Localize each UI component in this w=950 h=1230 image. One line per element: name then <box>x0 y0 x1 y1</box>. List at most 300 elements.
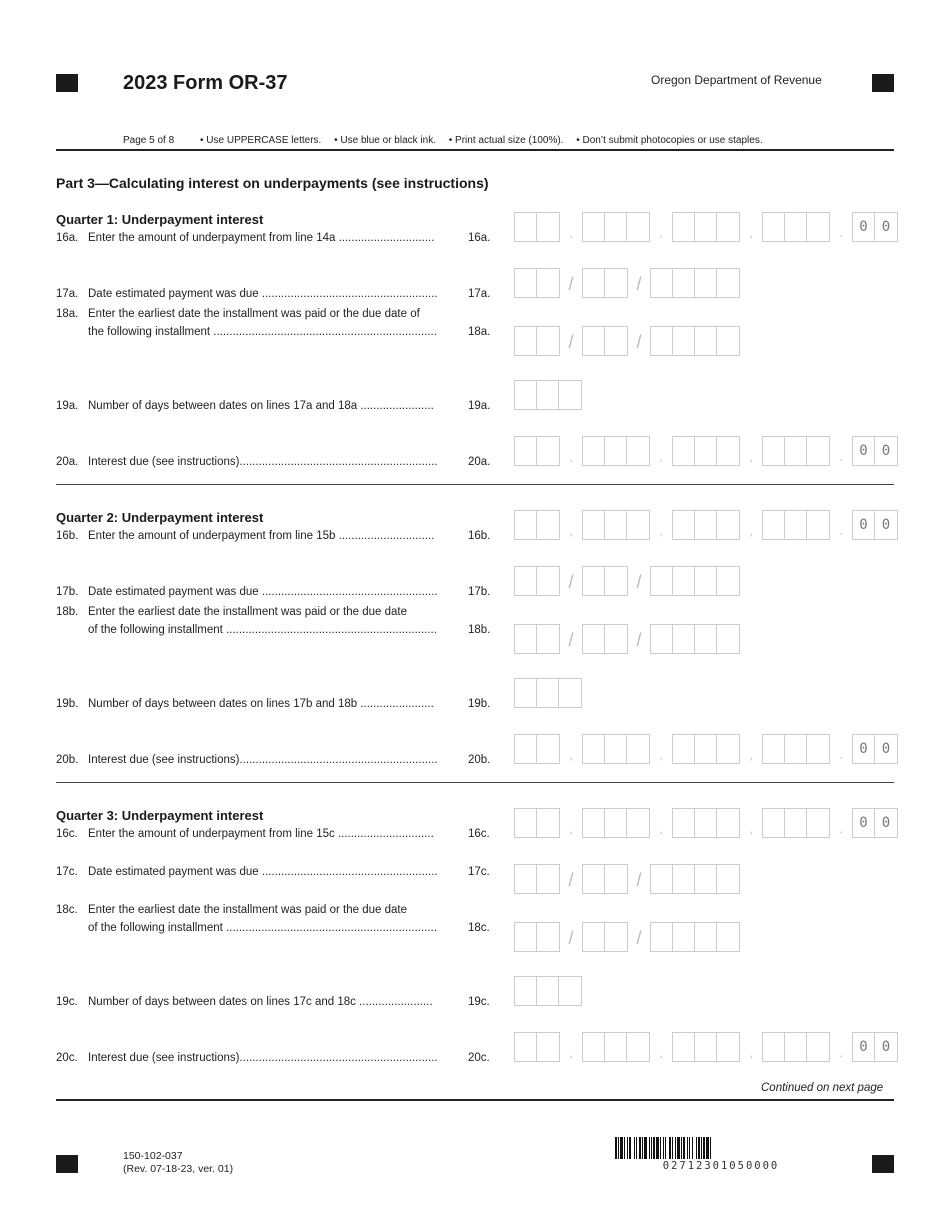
cents-digit: 0 <box>881 219 891 235</box>
form-number-block <box>123 1150 233 1176</box>
amount-group-thousands-cell[interactable] <box>717 213 739 241</box>
part-3-title: Part 3—Calculating interest on underpayments (see instructions) <box>56 175 489 191</box>
date-month[interactable] <box>514 326 560 356</box>
days-count[interactable] <box>514 678 582 708</box>
date-year-cell[interactable] <box>673 327 695 355</box>
line-16a-description: Enter the amount of underpayment from line 14a .............................. <box>88 232 435 244</box>
date-day[interactable] <box>582 566 628 596</box>
line-20b-number: 20b. <box>56 754 79 766</box>
quarter-3-heading: Quarter 3: Underpayment interest <box>56 808 264 823</box>
amount-group-thousands-cell[interactable] <box>717 1033 739 1061</box>
date-day-cell[interactable] <box>583 567 605 595</box>
amount-group-thousands-cell[interactable] <box>673 809 695 837</box>
line-18a-date-field[interactable] <box>514 326 740 356</box>
date-month[interactable] <box>514 922 560 952</box>
amount-group-units-cell[interactable] <box>785 735 807 763</box>
decimal-separator: . <box>839 1046 843 1060</box>
date-slash: / <box>568 273 574 294</box>
date-month-cell[interactable] <box>537 327 559 355</box>
amount-group-millions-cell[interactable] <box>583 213 605 241</box>
date-month-cell[interactable] <box>515 269 537 297</box>
amount-group-billions-cell[interactable] <box>515 437 537 465</box>
amount-group-millions[interactable] <box>582 734 650 764</box>
date-day-cell[interactable] <box>605 567 627 595</box>
amount-group-thousands-cell[interactable] <box>673 437 695 465</box>
days-count-cell[interactable] <box>537 381 559 409</box>
date-year-cell[interactable] <box>717 269 739 297</box>
amount-group-millions-cell[interactable] <box>583 735 605 763</box>
line-19b-days-field[interactable] <box>514 678 582 708</box>
line-16b-description: Enter the amount of underpayment from line 15b .............................. <box>88 530 435 542</box>
amount-group-millions-cell[interactable] <box>605 437 627 465</box>
cents-digit: 0 <box>853 511 875 539</box>
amount-group-millions-cell[interactable] <box>627 213 649 241</box>
days-count-cell[interactable] <box>515 679 537 707</box>
barcode <box>615 1137 827 1172</box>
amount-group-thousands-cell[interactable] <box>695 1033 717 1061</box>
amount-group-millions[interactable] <box>582 1032 650 1062</box>
date-month-cell[interactable] <box>515 865 537 893</box>
date-day-cell[interactable] <box>605 865 627 893</box>
amount-group-units-cell[interactable] <box>763 809 785 837</box>
amount-group-millions[interactable] <box>582 436 650 466</box>
date-month-cell[interactable] <box>515 567 537 595</box>
continued-note: Continued on next page <box>761 1082 884 1094</box>
date-year-cell[interactable] <box>651 923 673 951</box>
amount-group-billions-cell[interactable] <box>537 1033 559 1061</box>
amount-cents <box>852 510 898 540</box>
date-year-cell[interactable] <box>717 923 739 951</box>
line-19c-number: 19c. <box>56 996 78 1008</box>
amount-group-millions-cell[interactable] <box>583 1033 605 1061</box>
amount-group-thousands-cell[interactable] <box>695 437 717 465</box>
amount-group-millions-cell[interactable] <box>627 735 649 763</box>
amount-cents <box>852 734 898 764</box>
date-year[interactable] <box>650 268 740 298</box>
cents-digit: 0 <box>881 815 891 831</box>
date-year[interactable] <box>650 864 740 894</box>
date-slash: / <box>568 629 574 650</box>
amount-group-units-cell[interactable] <box>807 809 829 837</box>
form-instructions <box>200 135 773 146</box>
line-18a-description: Enter the earliest date the installment was paid or the due date of <box>88 308 420 320</box>
amount-group-millions-cell[interactable] <box>627 1033 649 1061</box>
amount-group-thousands-cell[interactable] <box>717 809 739 837</box>
date-month-cell[interactable] <box>537 923 559 951</box>
comma-separator: , <box>569 226 573 240</box>
amount-group-billions-cell[interactable] <box>515 511 537 539</box>
date-month-cell[interactable] <box>537 269 559 297</box>
line-19a-days-field[interactable] <box>514 380 582 410</box>
amount-group-millions-cell[interactable] <box>605 735 627 763</box>
date-slash: / <box>636 629 642 650</box>
amount-group-units-cell[interactable] <box>785 511 807 539</box>
line-20b-description: Interest due (see instructions).............................................................. <box>88 754 438 766</box>
date-year[interactable] <box>650 624 740 654</box>
comma-separator: , <box>569 524 573 538</box>
amount-group-millions-cell[interactable] <box>627 437 649 465</box>
amount-group-millions-cell[interactable] <box>583 511 605 539</box>
quarter-1-heading: Quarter 1: Underpayment interest <box>56 212 264 227</box>
line-16c-description: Enter the amount of underpayment from line 15c .............................. <box>88 828 434 840</box>
date-year-cell[interactable] <box>673 865 695 893</box>
line-18b-number: 18b. <box>56 606 79 618</box>
date-slash: / <box>636 927 642 948</box>
line-20b-reference: 20b. <box>468 754 491 766</box>
date-day-cell[interactable] <box>583 865 605 893</box>
amount-group-units-cell[interactable] <box>785 437 807 465</box>
date-month-cell[interactable] <box>537 625 559 653</box>
date-day[interactable] <box>582 624 628 654</box>
line-17b-number: 17b. <box>56 586 79 598</box>
amount-group-millions-cell[interactable] <box>627 809 649 837</box>
comma-separator: , <box>659 748 663 762</box>
amount-group-units-cell[interactable] <box>807 511 829 539</box>
amount-group-thousands[interactable] <box>672 510 740 540</box>
line-18c-number: 18c. <box>56 904 78 916</box>
line-20a-description: Interest due (see instructions).............................................................. <box>88 456 438 468</box>
amount-group-billions-cell[interactable] <box>515 735 537 763</box>
comma-separator: , <box>749 450 753 464</box>
line-18a-description-cont: the following installment ...................................................................... <box>88 326 437 338</box>
date-day[interactable] <box>582 326 628 356</box>
amount-group-millions-cell[interactable] <box>605 213 627 241</box>
amount-group-units-cell[interactable] <box>807 213 829 241</box>
amount-group-units-cell[interactable] <box>785 809 807 837</box>
line-17c-date-field[interactable] <box>514 864 740 894</box>
date-month[interactable] <box>514 864 560 894</box>
date-slash: / <box>568 331 574 352</box>
line-20a-number: 20a. <box>56 456 79 468</box>
decimal-separator: . <box>839 748 843 762</box>
decimal-separator: . <box>839 822 843 836</box>
date-month[interactable] <box>514 268 560 298</box>
amount-group-billions-cell[interactable] <box>537 809 559 837</box>
amount-cents <box>852 808 898 838</box>
line-16b-number: 16b. <box>56 530 79 542</box>
line-19c-description: Number of days between dates on lines 17c and 18c ....................... <box>88 996 433 1008</box>
page-indicator: Page 5 of 8 <box>123 135 175 146</box>
line-17a-reference: 17a. <box>468 288 491 300</box>
registration-mark-top-right <box>872 74 894 92</box>
date-year-cell[interactable] <box>717 625 739 653</box>
date-year-cell[interactable] <box>717 327 739 355</box>
amount-group-units-cell[interactable] <box>807 1033 829 1061</box>
cents-digit: 0 <box>853 437 875 465</box>
date-day-cell[interactable] <box>583 923 605 951</box>
amount-group-millions[interactable] <box>582 212 650 242</box>
amount-group-thousands[interactable] <box>672 1032 740 1062</box>
days-count-cell[interactable] <box>537 679 559 707</box>
date-year-cell[interactable] <box>651 865 673 893</box>
line-16a-reference: 16a. <box>468 232 491 244</box>
amount-group-units-cell[interactable] <box>763 735 785 763</box>
days-count[interactable] <box>514 380 582 410</box>
comma-separator: , <box>749 524 753 538</box>
line-18b-description-cont: of the following installment .................................................................. <box>88 624 437 636</box>
line-20c-description: Interest due (see instructions).............................................................. <box>88 1052 438 1064</box>
date-year-cell[interactable] <box>651 327 673 355</box>
comma-separator: , <box>659 822 663 836</box>
date-year-cell[interactable] <box>695 327 717 355</box>
date-month[interactable] <box>514 624 560 654</box>
days-count-cell[interactable] <box>515 977 537 1005</box>
line-20c-reference: 20c. <box>468 1052 490 1064</box>
comma-separator: , <box>659 1046 663 1060</box>
amount-group-billions[interactable] <box>514 436 560 466</box>
date-month-cell[interactable] <box>537 865 559 893</box>
comma-separator: , <box>659 524 663 538</box>
days-count-cell[interactable] <box>537 977 559 1005</box>
date-year-cell[interactable] <box>673 269 695 297</box>
header-divider <box>56 149 894 151</box>
date-year-cell[interactable] <box>717 865 739 893</box>
line-17a-number: 17a. <box>56 288 79 300</box>
decimal-separator: . <box>839 226 843 240</box>
date-year[interactable] <box>650 566 740 596</box>
date-day[interactable] <box>582 864 628 894</box>
amount-group-units[interactable] <box>762 808 830 838</box>
line-20a-reference: 20a. <box>468 456 491 468</box>
amount-cents <box>852 436 898 466</box>
form-revision: (Rev. 07-18-23, ver. 01) <box>123 1163 234 1175</box>
instruction-ink: • Use blue or black ink. <box>334 135 436 146</box>
comma-separator: , <box>749 226 753 240</box>
amount-group-millions[interactable] <box>582 808 650 838</box>
amount-group-millions-cell[interactable] <box>605 809 627 837</box>
amount-group-units-cell[interactable] <box>807 437 829 465</box>
days-count-cell[interactable] <box>559 679 581 707</box>
amount-group-units[interactable] <box>762 734 830 764</box>
date-slash: / <box>636 331 642 352</box>
comma-separator: , <box>749 822 753 836</box>
cents-digit: 0 <box>881 1039 891 1055</box>
amount-group-units-cell[interactable] <box>763 511 785 539</box>
amount-group-billions[interactable] <box>514 808 560 838</box>
line-19a-reference: 19a. <box>468 400 491 412</box>
comma-separator: , <box>569 1046 573 1060</box>
date-month-cell[interactable] <box>515 327 537 355</box>
line-17c-reference: 17c. <box>468 866 490 878</box>
date-year-cell[interactable] <box>673 625 695 653</box>
line-18c-description-cont: of the following installment .................................................................. <box>88 922 437 934</box>
line-18c-description: Enter the earliest date the installment was paid or the due date <box>88 904 408 916</box>
amount-group-thousands-cell[interactable] <box>695 213 717 241</box>
amount-group-millions-cell[interactable] <box>627 511 649 539</box>
amount-group-thousands-cell[interactable] <box>673 735 695 763</box>
date-year-cell[interactable] <box>695 865 717 893</box>
line-19a-number: 19a. <box>56 400 79 412</box>
comma-separator: , <box>749 748 753 762</box>
barcode-bar <box>711 1137 713 1159</box>
line-16a-number: 16a. <box>56 232 79 244</box>
date-day-cell[interactable] <box>583 269 605 297</box>
days-count-cell[interactable] <box>559 977 581 1005</box>
amount-group-billions[interactable] <box>514 212 560 242</box>
date-slash: / <box>568 869 574 890</box>
date-day[interactable] <box>582 268 628 298</box>
amount-group-units-cell[interactable] <box>785 1033 807 1061</box>
amount-group-billions-cell[interactable] <box>515 809 537 837</box>
date-day-cell[interactable] <box>605 625 627 653</box>
date-year-cell[interactable] <box>695 923 717 951</box>
amount-group-units-cell[interactable] <box>785 213 807 241</box>
amount-group-units[interactable] <box>762 1032 830 1062</box>
date-year-cell[interactable] <box>695 625 717 653</box>
line-17a-description: Date estimated payment was due ....................................................... <box>88 288 438 300</box>
amount-group-thousands-cell[interactable] <box>695 511 717 539</box>
line-17b-reference: 17b. <box>468 586 491 598</box>
amount-group-thousands-cell[interactable] <box>717 437 739 465</box>
date-year-cell[interactable] <box>717 567 739 595</box>
amount-group-billions[interactable] <box>514 734 560 764</box>
line-16c-reference: 16c. <box>468 828 490 840</box>
amount-group-billions-cell[interactable] <box>515 1033 537 1061</box>
decimal-separator: . <box>839 450 843 464</box>
date-day-cell[interactable] <box>605 327 627 355</box>
date-year-cell[interactable] <box>673 923 695 951</box>
quarter-2-divider <box>56 782 894 783</box>
date-year[interactable] <box>650 922 740 952</box>
line-19c-days-field[interactable] <box>514 976 582 1006</box>
date-slash: / <box>636 869 642 890</box>
cents-digit: 0 <box>853 735 875 763</box>
line-17c-number: 17c. <box>56 866 78 878</box>
line-17a-date-field[interactable] <box>514 268 740 298</box>
line-18b-reference: 18b. <box>468 624 491 636</box>
amount-group-thousands[interactable] <box>672 808 740 838</box>
amount-group-thousands[interactable] <box>672 436 740 466</box>
line-18c-date-field[interactable] <box>514 922 740 952</box>
amount-group-millions[interactable] <box>582 510 650 540</box>
cents-digit: 0 <box>881 443 891 459</box>
date-year-cell[interactable] <box>695 567 717 595</box>
line-18c-reference: 18c. <box>468 922 490 934</box>
amount-group-units-cell[interactable] <box>807 735 829 763</box>
form-title: 2023 Form OR-37 <box>123 72 288 94</box>
line-17b-date-field[interactable] <box>514 566 740 596</box>
footer-divider <box>56 1099 894 1101</box>
amount-group-millions-cell[interactable] <box>605 511 627 539</box>
date-slash: / <box>636 571 642 592</box>
date-slash: / <box>568 927 574 948</box>
line-16b-amount-field[interactable] <box>514 510 898 540</box>
comma-separator: , <box>569 450 573 464</box>
amount-group-units[interactable] <box>762 212 830 242</box>
barcode-bars <box>615 1137 827 1159</box>
instruction-uppercase: • Use UPPERCASE letters. <box>200 135 322 146</box>
date-year-cell[interactable] <box>651 625 673 653</box>
amount-group-billions-cell[interactable] <box>537 511 559 539</box>
date-month-cell[interactable] <box>515 625 537 653</box>
date-month[interactable] <box>514 566 560 596</box>
date-slash: / <box>568 571 574 592</box>
cents-digit: 0 <box>881 741 891 757</box>
amount-group-billions-cell[interactable] <box>515 213 537 241</box>
amount-group-thousands-cell[interactable] <box>695 735 717 763</box>
amount-group-billions[interactable] <box>514 1032 560 1062</box>
amount-group-millions-cell[interactable] <box>583 437 605 465</box>
amount-group-thousands-cell[interactable] <box>673 213 695 241</box>
date-day-cell[interactable] <box>605 269 627 297</box>
amount-group-thousands-cell[interactable] <box>717 735 739 763</box>
amount-group-units-cell[interactable] <box>763 1033 785 1061</box>
comma-separator: , <box>659 226 663 240</box>
line-18a-number: 18a. <box>56 308 79 320</box>
amount-group-thousands-cell[interactable] <box>673 1033 695 1061</box>
date-month-cell[interactable] <box>515 923 537 951</box>
instruction-print-size: • Print actual size (100%). <box>448 135 564 146</box>
date-year-cell[interactable] <box>673 567 695 595</box>
comma-separator: , <box>569 748 573 762</box>
line-18b-description: Enter the earliest date the installment was paid or the due date <box>88 606 408 618</box>
amount-group-thousands-cell[interactable] <box>695 809 717 837</box>
amount-group-billions-cell[interactable] <box>537 437 559 465</box>
date-year[interactable] <box>650 326 740 356</box>
date-day-cell[interactable] <box>605 923 627 951</box>
amount-group-millions-cell[interactable] <box>583 809 605 837</box>
comma-separator: , <box>659 450 663 464</box>
amount-group-billions[interactable] <box>514 510 560 540</box>
amount-group-units-cell[interactable] <box>763 213 785 241</box>
quarter-1-divider <box>56 484 894 485</box>
date-day-cell[interactable] <box>583 327 605 355</box>
amount-group-units-cell[interactable] <box>763 437 785 465</box>
line-17c-description: Date estimated payment was due ....................................................... <box>88 866 438 878</box>
amount-group-units[interactable] <box>762 436 830 466</box>
amount-group-billions-cell[interactable] <box>537 213 559 241</box>
quarter-2-heading: Quarter 2: Underpayment interest <box>56 510 264 525</box>
line-19b-number: 19b. <box>56 698 79 710</box>
date-year-cell[interactable] <box>695 269 717 297</box>
amount-group-thousands-cell[interactable] <box>673 511 695 539</box>
days-count-cell[interactable] <box>559 381 581 409</box>
cents-digit: 0 <box>853 809 875 837</box>
date-day-cell[interactable] <box>583 625 605 653</box>
amount-group-billions-cell[interactable] <box>537 735 559 763</box>
comma-separator: , <box>569 822 573 836</box>
date-year-cell[interactable] <box>651 567 673 595</box>
line-20c-amount-field[interactable] <box>514 1032 898 1062</box>
line-18b-date-field[interactable] <box>514 624 740 654</box>
amount-group-thousands[interactable] <box>672 734 740 764</box>
line-16a-amount-field[interactable] <box>514 212 898 242</box>
date-year-cell[interactable] <box>651 269 673 297</box>
date-month-cell[interactable] <box>537 567 559 595</box>
line-16b-reference: 16b. <box>468 530 491 542</box>
amount-group-millions-cell[interactable] <box>605 1033 627 1061</box>
line-20b-amount-field[interactable] <box>514 734 898 764</box>
amount-cents <box>852 1032 898 1062</box>
instruction-no-photocopies: • Don’t submit photocopies or use staples. <box>576 135 763 146</box>
line-19c-reference: 19c. <box>468 996 490 1008</box>
cents-digit: 0 <box>853 1033 875 1061</box>
line-20a-amount-field[interactable] <box>514 436 898 466</box>
date-day[interactable] <box>582 922 628 952</box>
line-16c-amount-field[interactable] <box>514 808 898 838</box>
amount-group-units[interactable] <box>762 510 830 540</box>
line-18a-reference: 18a. <box>468 326 491 338</box>
days-count[interactable] <box>514 976 582 1006</box>
amount-group-thousands[interactable] <box>672 212 740 242</box>
line-19b-reference: 19b. <box>468 698 491 710</box>
registration-mark-top-left <box>56 74 78 92</box>
comma-separator: , <box>749 1046 753 1060</box>
agency-name: Oregon Department of Revenue <box>651 73 822 87</box>
form-number: 150-102-037 <box>123 1150 183 1162</box>
amount-group-thousands-cell[interactable] <box>717 511 739 539</box>
days-count-cell[interactable] <box>515 381 537 409</box>
